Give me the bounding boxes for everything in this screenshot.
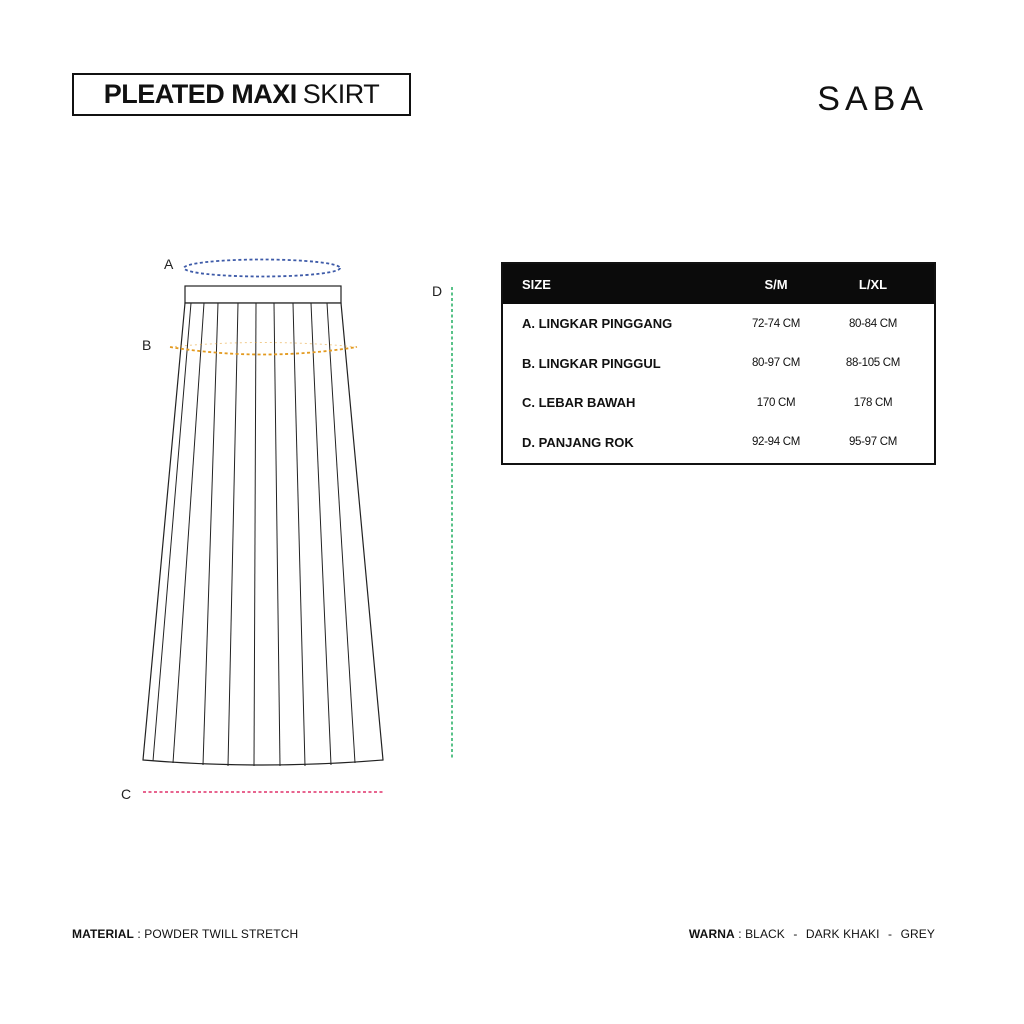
table-row	[503, 304, 934, 344]
warna-prefix: :	[738, 927, 742, 941]
label-b: B	[142, 337, 152, 353]
row-lxl-value: 178 CM	[853, 396, 893, 409]
color-info	[689, 927, 935, 941]
skirt-waistband	[185, 286, 341, 303]
row-lxl-value: 80-84 CM	[848, 317, 898, 330]
header-lxl: L/XL	[858, 276, 888, 292]
material-info	[72, 927, 298, 941]
row-label: A. LINGKAR PINGGANG	[522, 316, 673, 332]
header-sm: S/M	[764, 276, 788, 292]
size-table-header	[503, 264, 934, 304]
waist-measure-line	[184, 260, 340, 277]
color-option: DARK KHAKI	[805, 927, 880, 941]
color-option: BLACK	[745, 927, 785, 941]
table-row	[503, 423, 934, 463]
row-label: D. PANJANG ROK	[522, 434, 634, 450]
color-separator: -	[793, 927, 798, 941]
row-label: C. LEBAR BAWAH	[522, 395, 636, 411]
label-d: D	[432, 283, 443, 299]
brand-logo: SABA	[817, 80, 928, 118]
row-label: B. LINGKAR PINGGUL	[522, 355, 661, 371]
color-option: GREY	[900, 927, 935, 941]
material-value: : POWDER TWILL STRETCH	[137, 927, 299, 941]
row-sm-value: 72-74 CM	[751, 317, 801, 330]
row-sm-value: 170 CM	[756, 396, 796, 409]
size-table	[501, 262, 936, 465]
color-separator: -	[888, 927, 893, 941]
row-sm-value: 80-97 CM	[751, 357, 801, 370]
material-key: MATERIAL	[72, 927, 134, 941]
row-lxl-value: 95-97 CM	[848, 436, 898, 449]
label-c: C	[121, 786, 132, 802]
header-size: SIZE	[522, 276, 551, 292]
skirt-outline	[143, 303, 383, 765]
table-row	[503, 383, 934, 423]
label-a: A	[164, 256, 174, 272]
row-sm-value: 92-94 CM	[751, 436, 801, 449]
row-lxl-value: 88-105 CM	[845, 357, 901, 370]
product-title-bold: PLEATED MAXI	[103, 79, 297, 109]
warna-key: WARNA	[688, 927, 735, 941]
product-title-light: SKIRT	[302, 79, 380, 109]
table-row	[503, 344, 934, 384]
